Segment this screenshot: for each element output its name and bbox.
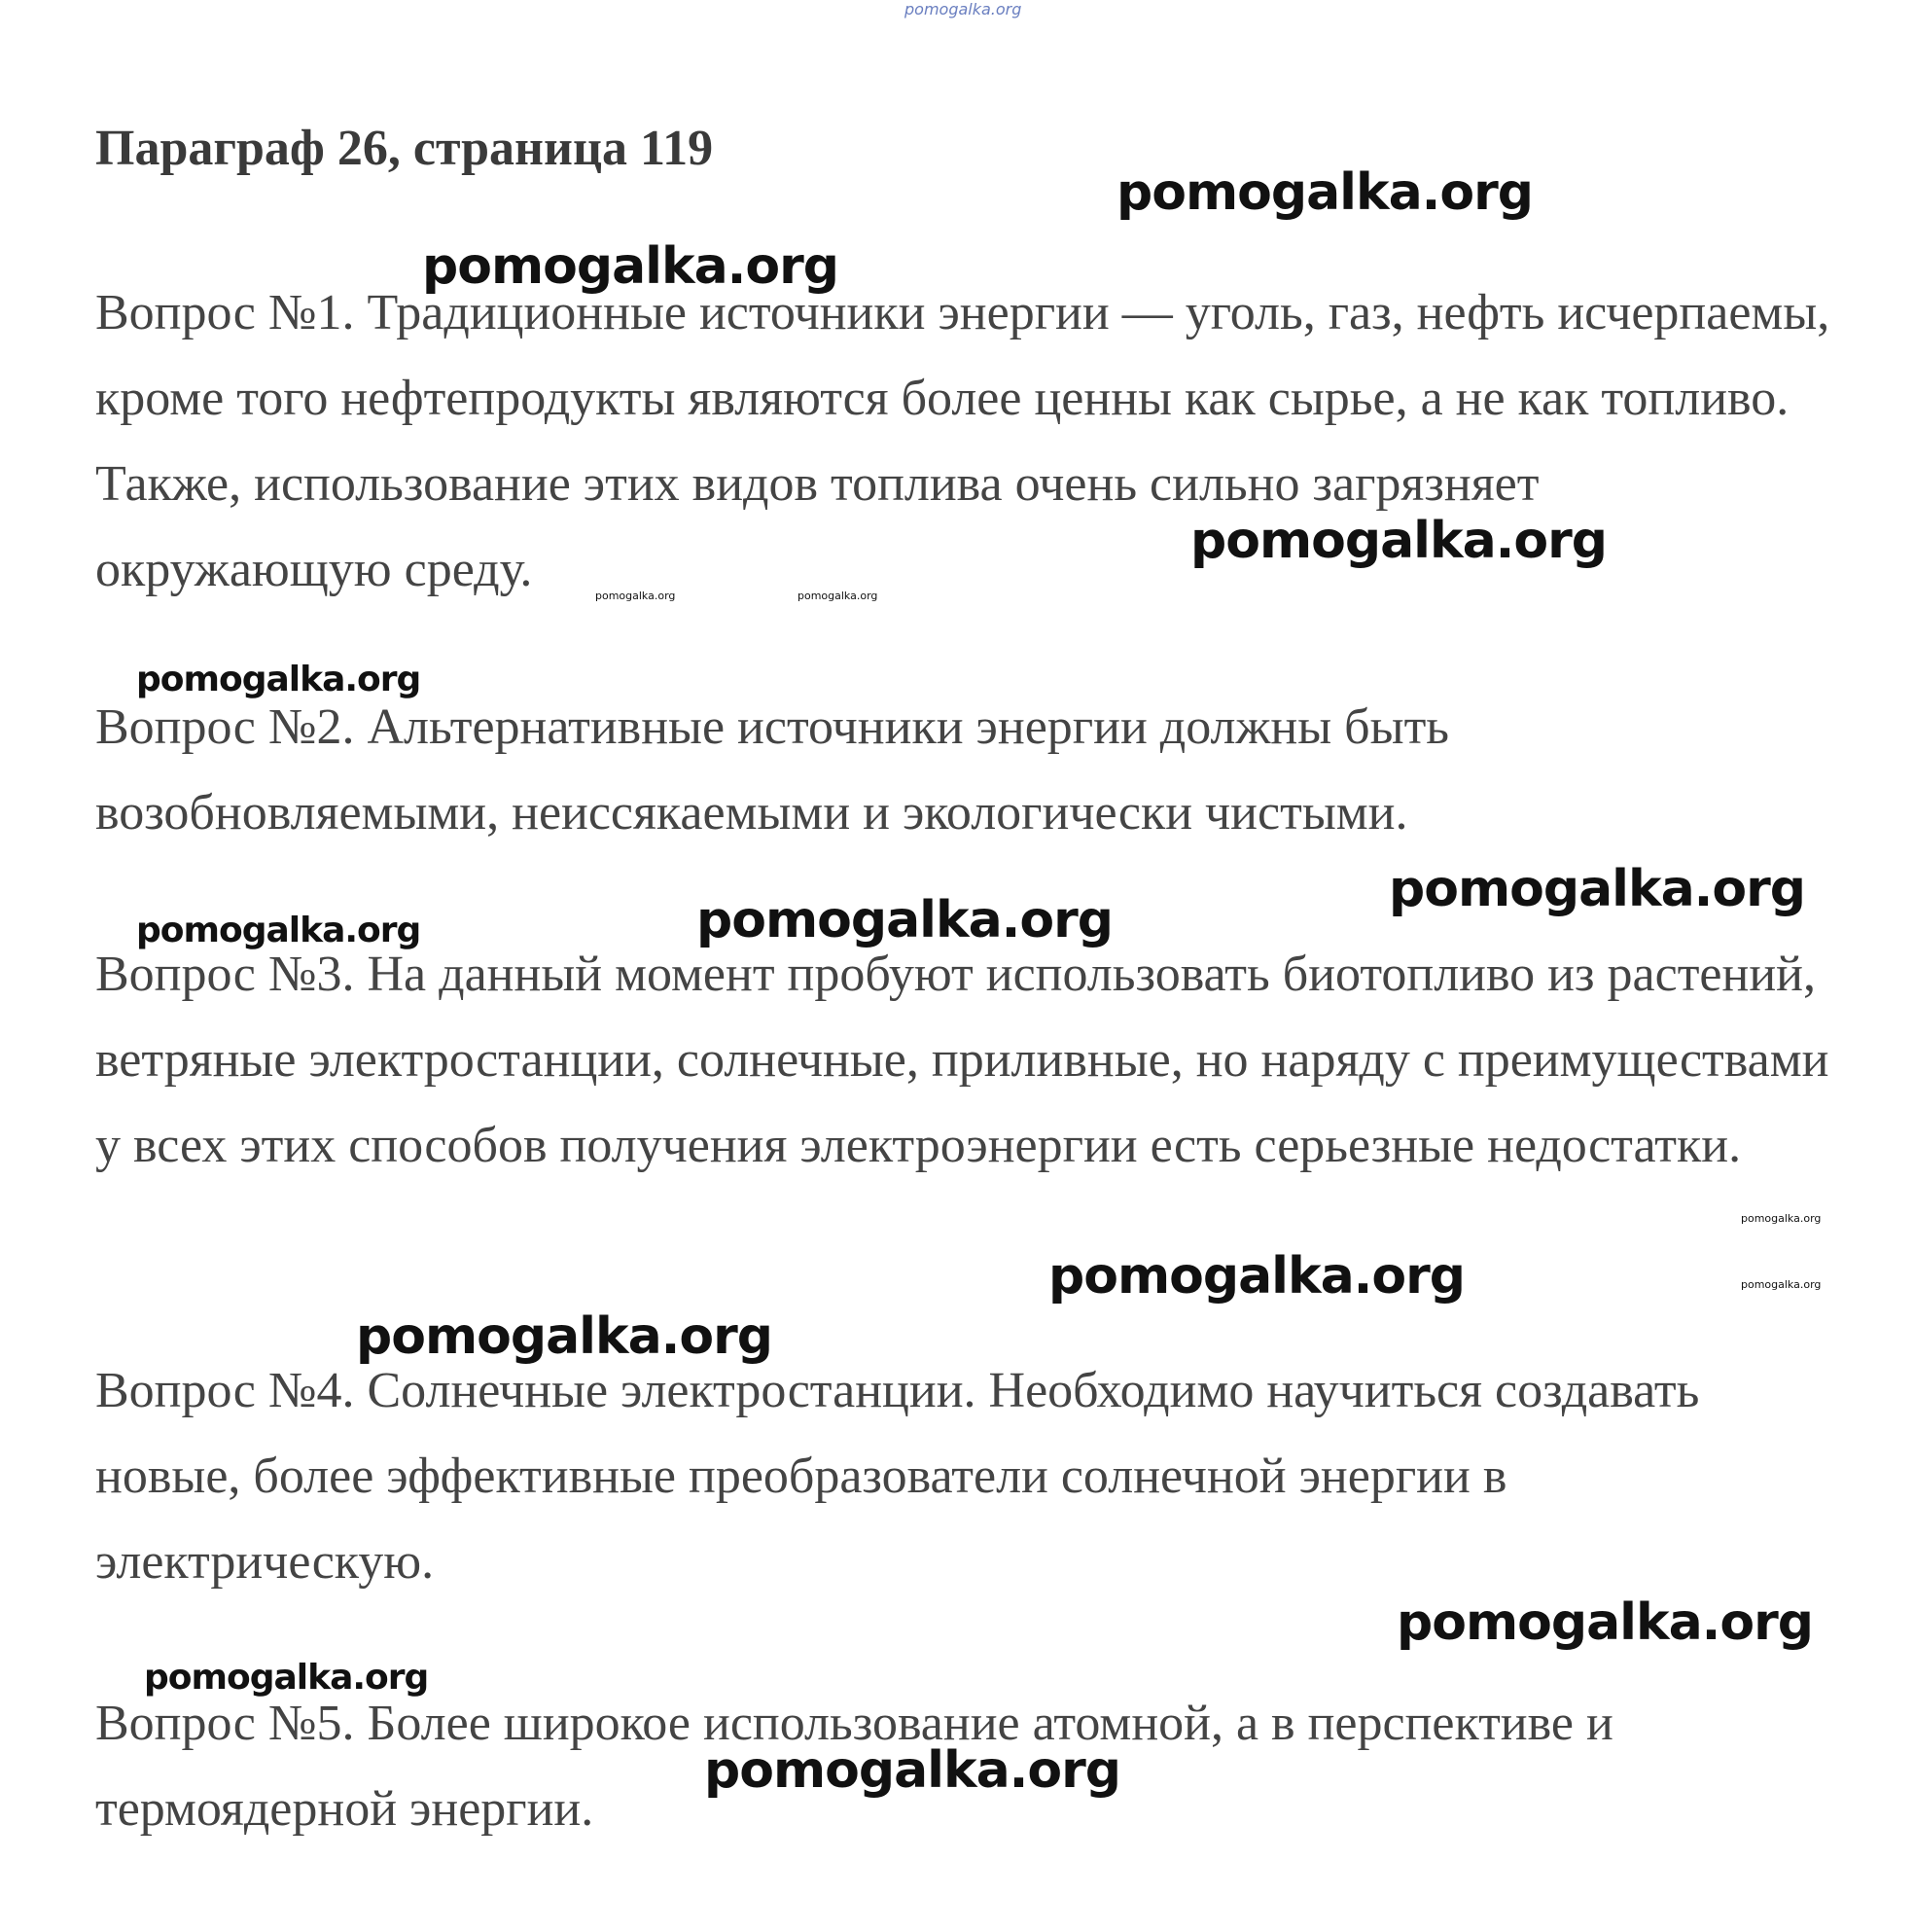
watermark: pomogalka.org [1048,1247,1466,1306]
answer-1: Вопрос №1. Традиционные источники энергии — уголь, газ, нефть исчерпаемы, кроме того нефтепродукты являются более ценны как сырье, а не как топливо. Также, использование этих видов топлива очень сильно загрязняет окружающую среду. [95,285,1830,597]
answer-3: Вопрос №3. На данный момент пробуют использовать биотопливо из растений, ветряные электростанции, солнечные, приливные, но наряду с преимуществами у всех этих способов получения электроэнергии есть серьезные недостатки. [95,947,1829,1173]
page-title: Параграф 26, страница 119 [95,121,714,176]
watermark: pomogalka.org [595,590,676,602]
watermark: pomogalka.org [1741,1278,1822,1291]
watermark: pomogalka.org [422,237,839,296]
watermark: pomogalka.org [696,891,1114,949]
watermark: pomogalka.org [1389,860,1806,918]
watermark: pomogalka.org [798,590,878,602]
watermark: pomogalka.org [904,0,1022,18]
answer-2: Вопрос №2. Альтернативные источники энергии должны быть возобновляемыми, неиссякаемыми и экологически чистыми. [95,699,1450,841]
watermark: pomogalka.org [356,1307,773,1366]
watermark: pomogalka.org [144,1658,429,1698]
watermark: pomogalka.org [1116,163,1534,222]
watermark: pomogalka.org [704,1741,1121,1800]
answer-4: Вопрос №4. Солнечные электростанции. Необходимо научиться создавать новые, более эффективные преобразователи солнечной энергии в электрическую. [95,1363,1700,1590]
answer-5: Вопрос №5. Более широкое использование атомной, а в перспективе и термоядерной энергии. [95,1696,1613,1837]
watermark: pomogalka.org [1397,1593,1814,1652]
watermark: pomogalka.org [1190,512,1608,570]
watermark: pomogalka.org [136,660,421,699]
watermark: pomogalka.org [136,911,421,950]
watermark: pomogalka.org [1741,1212,1822,1225]
